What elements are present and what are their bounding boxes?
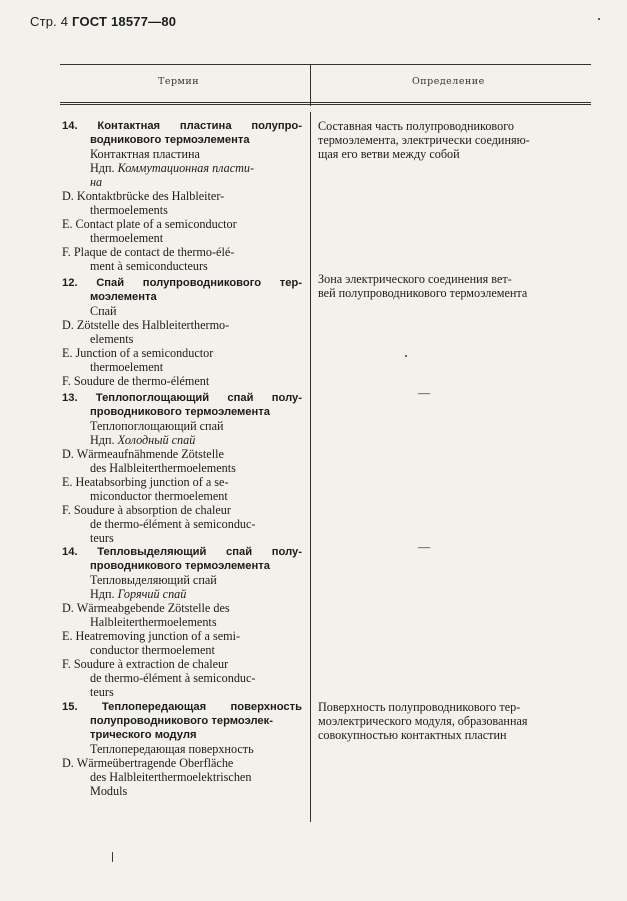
lang-code: D.	[62, 601, 74, 615]
definition-entry	[318, 700, 582, 742]
column-header-definition: Определение	[412, 76, 485, 87]
term-title-line: водникового термоэлемента	[90, 134, 250, 146]
term-entry	[62, 700, 302, 798]
foreign-text: Kontaktbrücke des Halbleiter-	[76, 189, 225, 203]
foreign-text: Junction of a semiconductor	[75, 346, 214, 360]
foreign-term-en	[62, 217, 302, 231]
foreign-text: de thermo-élément à semiconduc-	[90, 517, 256, 531]
foreign-term-de	[62, 189, 302, 203]
term-nonrecommended	[62, 587, 302, 601]
term-title-line: трического модуля	[90, 729, 197, 741]
foreign-term-en	[62, 475, 302, 489]
foreign-text: miconductor thermoelement	[90, 489, 228, 503]
definition-line: Составная часть полупроводникового	[318, 119, 514, 133]
scan-mark	[405, 355, 407, 357]
definition-line: щая его ветви между собой	[318, 147, 460, 161]
column-divider-head	[310, 64, 311, 106]
table-top-rule	[60, 64, 591, 65]
foreign-text: Wärmeaufnähmende Zötstelle	[76, 447, 224, 461]
definition-dash: —	[418, 386, 431, 400]
definition-line: моэлектрического модуля, образованная	[318, 714, 528, 728]
foreign-term-en	[62, 629, 302, 643]
foreign-text: Moduls	[90, 784, 128, 798]
lang-code: D.	[62, 189, 74, 203]
term-title-line: полупроводникового термоэлек-	[90, 715, 273, 727]
lang-code: E.	[62, 475, 73, 489]
foreign-term-de	[62, 318, 302, 332]
term-title-line: моэлемента	[90, 291, 157, 303]
foreign-text: Halbleiterthermoelements	[90, 615, 217, 629]
column-header-term: Термин	[158, 76, 200, 87]
term-entry	[62, 545, 302, 699]
standard-number: ГОСТ 18577—80	[72, 14, 177, 29]
definition-entry	[418, 540, 627, 554]
definition-entry	[318, 119, 582, 161]
foreign-text: thermoelement	[90, 360, 164, 374]
foreign-term-en	[62, 346, 302, 360]
term-title-line: 15. Теплопередающая поверхность	[62, 701, 302, 713]
term-short: Теплопередающая поверхность	[90, 742, 254, 756]
foreign-term-fr	[62, 503, 302, 517]
foreign-text: thermoelements	[90, 203, 168, 217]
ndp-term-cont: на	[90, 175, 103, 189]
definition-entry	[418, 386, 627, 400]
lang-code: D.	[62, 756, 74, 770]
foreign-text: des Halbleiterthermoelektrischen	[90, 770, 252, 784]
foreign-text: Zötstelle des Halbleiterthermo-	[76, 318, 230, 332]
definition-entry	[318, 272, 582, 300]
lang-code: F.	[62, 503, 71, 517]
lang-code: F.	[62, 245, 71, 259]
foreign-term-fr	[62, 245, 302, 259]
lang-code: F.	[62, 374, 71, 388]
foreign-text: ment à semiconducteurs	[90, 259, 208, 273]
term-entry	[62, 276, 302, 388]
lang-code: F.	[62, 657, 71, 671]
ndp-label: Ндп.	[90, 161, 118, 175]
ndp-term: Горячий спай	[117, 587, 187, 601]
definition-line: термоэлемента, электрически соединяю-	[318, 133, 530, 147]
foreign-text: Soudure à absorption de chaleur	[73, 503, 231, 517]
term-short: Спай	[90, 304, 117, 318]
term-title-line: проводникового термоэлемента	[90, 560, 270, 572]
term-nonrecommended	[62, 433, 302, 447]
foreign-text: Soudure de thermo-élément	[73, 374, 210, 388]
term-short: Контактная пластина	[90, 147, 200, 161]
foreign-text: Wärmeabgebende Zötstelle des	[76, 601, 230, 615]
foreign-text: Contact plate of a semiconductor	[75, 217, 237, 231]
term-entry	[62, 119, 302, 273]
term-title-line: 13. Теплопоглощающий спай полу-	[62, 392, 302, 404]
foreign-text: elements	[90, 332, 134, 346]
term-title-line: 12. Спай полупроводникового тер-	[62, 277, 302, 289]
foreign-text: Heatabsorbing junction of a se-	[75, 475, 229, 489]
foreign-term-fr	[62, 657, 302, 671]
foreign-text: Heatremoving junction of a semi-	[75, 629, 241, 643]
table-header-rule	[60, 102, 591, 105]
term-short: Теплопоглощающий спай	[90, 419, 224, 433]
foreign-text: thermoelement	[90, 231, 164, 245]
lang-code: E.	[62, 217, 73, 231]
column-divider-body	[310, 112, 311, 822]
ndp-term: Коммутационная пласти-	[117, 161, 255, 175]
foreign-text: teurs	[90, 531, 114, 545]
foreign-text: Wärmeübertragende Oberfläche	[76, 756, 234, 770]
definition-line: вей полупроводникового термоэлемента	[318, 286, 528, 300]
foreign-term-fr	[62, 374, 302, 388]
foreign-text: des Halbleiterthermoelements	[90, 461, 236, 475]
lang-code: E.	[62, 629, 73, 643]
definition-dash: —	[418, 540, 431, 554]
term-title-line: 14. Тепловыделяющий спай полу-	[62, 546, 302, 558]
term-short: Тепловыделяющий спай	[90, 573, 217, 587]
ndp-term: Холодный спай	[117, 433, 196, 447]
foreign-text: teurs	[90, 685, 114, 699]
ndp-label: Ндп.	[90, 587, 118, 601]
scan-mark	[598, 18, 600, 20]
ndp-label: Ндп.	[90, 433, 118, 447]
foreign-text: Plaque de contact de thermo-élé-	[73, 245, 235, 259]
term-nonrecommended	[62, 161, 302, 175]
lang-code: E.	[62, 346, 73, 360]
foreign-text: Soudure à extraction de chaleur	[73, 657, 229, 671]
foreign-term-de	[62, 447, 302, 461]
term-title-line: проводникового термоэлемента	[90, 406, 270, 418]
foreign-term-de	[62, 601, 302, 615]
lang-code: D.	[62, 447, 74, 461]
foreign-text: conductor thermoelement	[90, 643, 215, 657]
page-header	[30, 14, 176, 29]
term-title-line: 14. Контактная пластина полупро-	[62, 120, 302, 132]
definition-line: Зона электрического соединения вет-	[318, 272, 512, 286]
definition-line: Поверхность полупроводникового тер-	[318, 700, 521, 714]
foreign-term-de	[62, 756, 302, 770]
lang-code: D.	[62, 318, 74, 332]
term-entry	[62, 391, 302, 545]
foreign-text: de thermo-élément à semiconduc-	[90, 671, 256, 685]
page-label: Стр. 4	[30, 14, 69, 29]
definition-line: совокупностью контактных пластин	[318, 728, 507, 742]
scan-mark	[112, 852, 113, 862]
